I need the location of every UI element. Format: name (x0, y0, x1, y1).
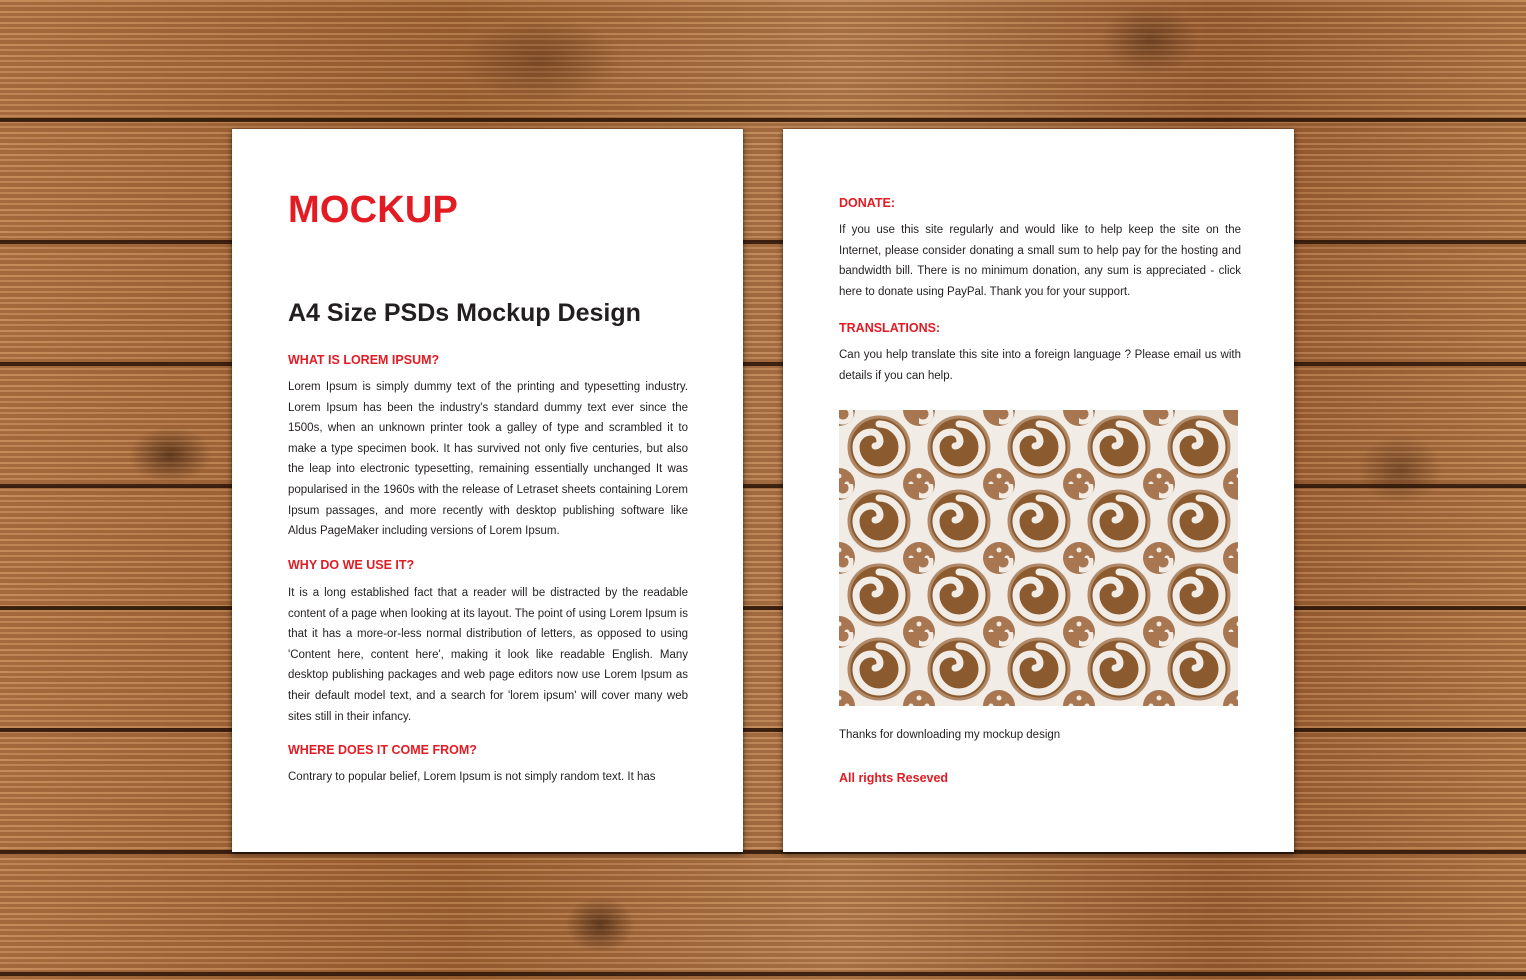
section-body-where-from: Contrary to popular belief, Lorem Ipsum is not simply random text. It has (288, 771, 656, 783)
document-page-right (783, 129, 1294, 852)
section-body-translations: Can you help translate this site into a foreign language ? Please email us with details if you can help. (839, 349, 1241, 382)
section-heading-where-from: WHERE DOES IT COME FROM? (288, 743, 477, 757)
section-body-why-use-it: It is a long established fact that a reader will be distracted by the readable content of a page when looking at its layout. The point of using Lorem Ipsum is that it has a more-or-less normal distribution of letters, as opposed to using 'Content here, content here', making it look like readable English. Many desktop publishing packages and web page editors now use Lorem Ipsum as their default model text, and a search for 'lorem ipsum' will cover many web sites still in their infancy. (288, 587, 688, 723)
document-page-left (232, 129, 743, 852)
swirl-pattern-image (839, 410, 1238, 706)
section-heading-translations: TRANSLATIONS: (839, 321, 941, 335)
section-heading-why-use-it: WHY DO WE USE IT? (288, 558, 415, 572)
brand-title: MOCKUP (288, 189, 459, 231)
document-title: A4 Size PSDs Mockup Design (288, 299, 641, 327)
section-body-what-is-lorem: Lorem Ipsum is simply dummy text of the printing and typesetting industry. Lorem Ipsum has been the industry's standard dummy text ever since the 1500s, when an unknown printer took a galley of type and scrambled it to make a type specimen book. It has survived not only five centuries, but also the leap into electronic typesetting, remaining essentially unchanged It was popularised in the 1960s with the release of Letraset sheets containing Lorem Ipsum passages, and more recently with desktop publishing software like Aldus PageMaker including versions of Lorem Ipsum. (288, 381, 688, 538)
section-body-donate: If you use this site regularly and would like to help keep the site on the Internet, please consider donating a small sum to help pay for the hosting and bandwidth bill. There is no minimum donation, any sum is appreciated - click here to donate using PayPal. Thank you for your support. (839, 224, 1241, 298)
section-heading-donate: DONATE: (839, 196, 896, 210)
rights-text: All rights Reseved (839, 771, 949, 785)
section-heading-what-is-lorem: WHAT IS LOREM IPSUM? (288, 353, 440, 367)
thanks-text: Thanks for downloading my mockup design (839, 729, 1061, 741)
